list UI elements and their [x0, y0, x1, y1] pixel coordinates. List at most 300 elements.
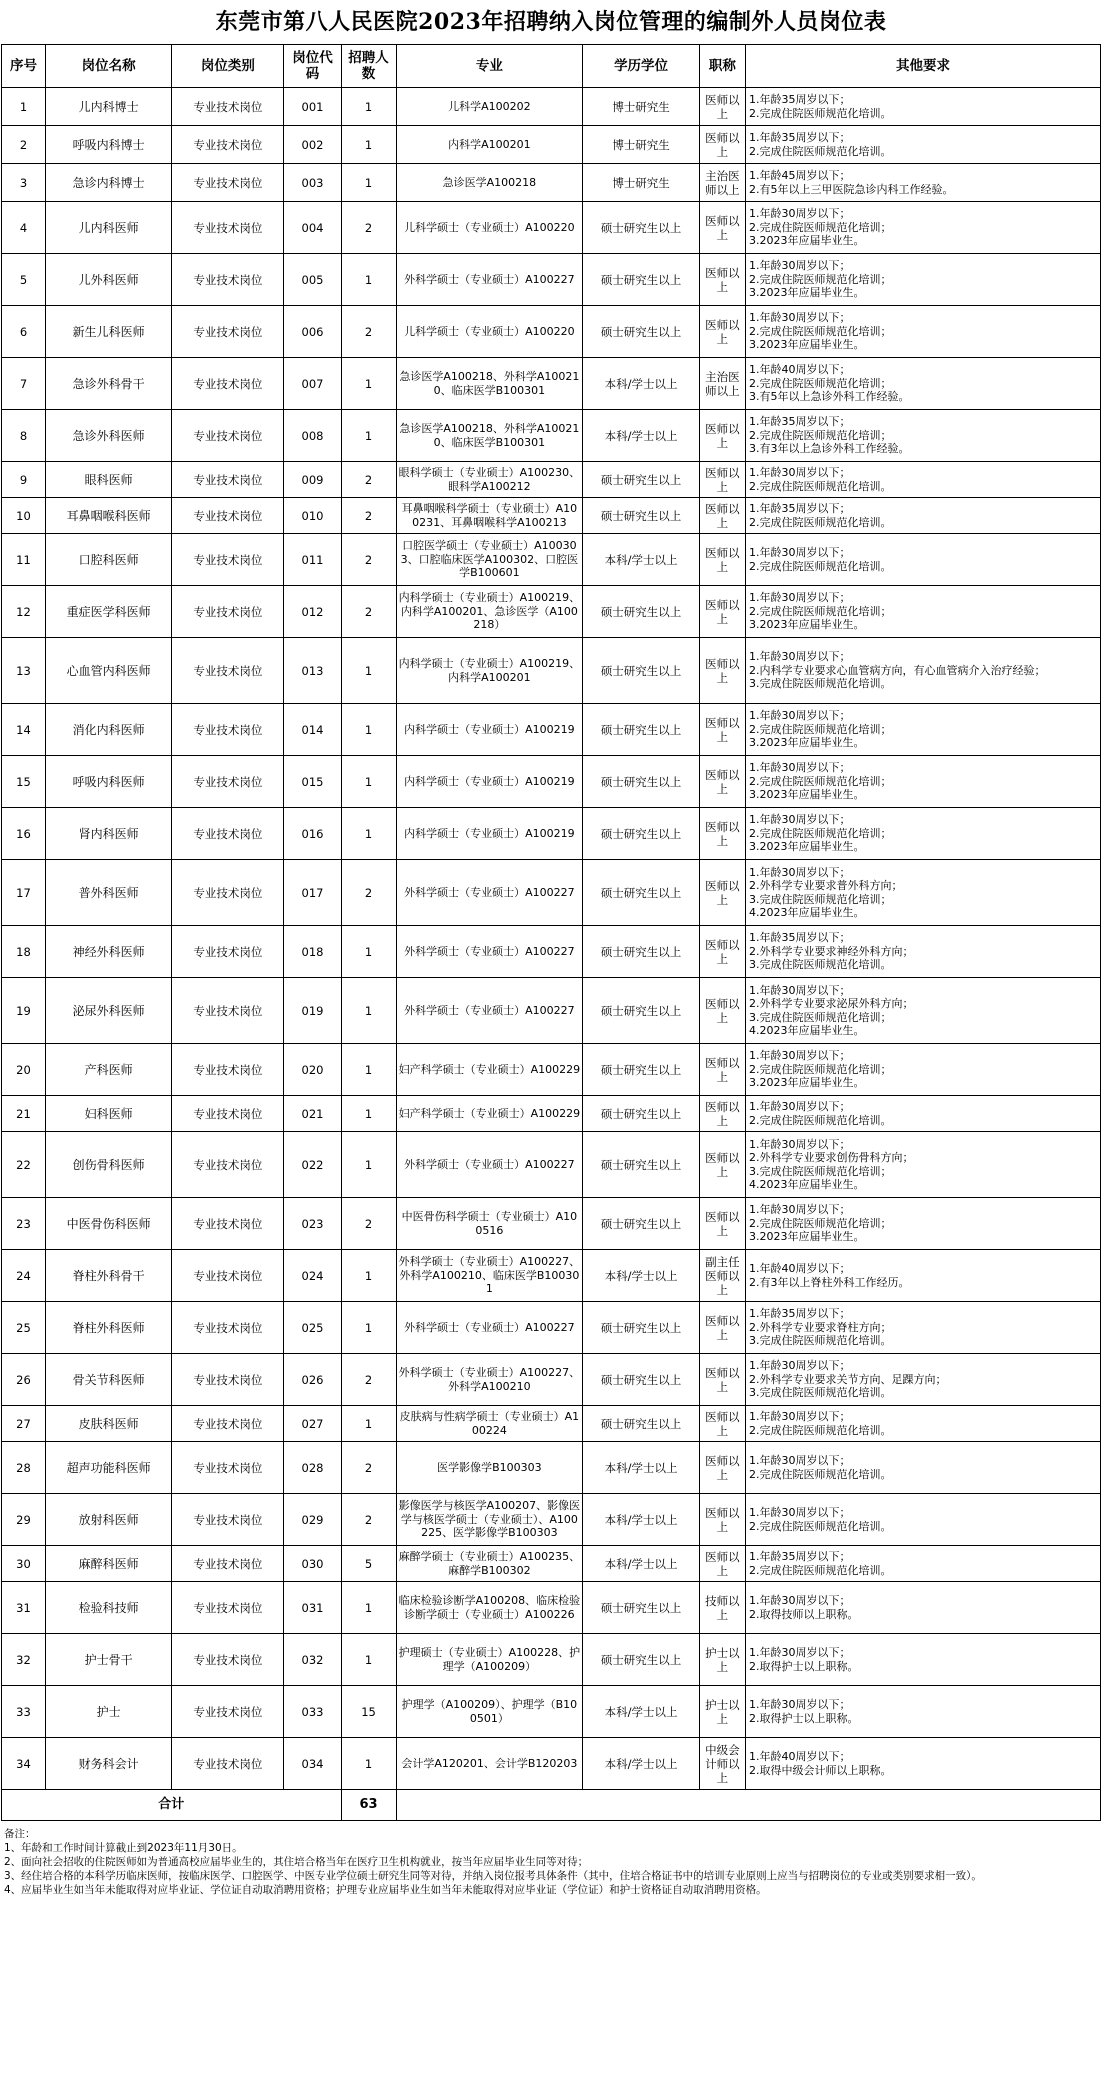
row-rank: 主治医师以上 [699, 164, 745, 202]
row-requirements: 1.年龄30周岁以下； 2.完成住院医师规范化培训。 [745, 1494, 1100, 1546]
total-row [2, 1790, 1101, 1821]
row-name: 儿内科医师 [45, 202, 171, 254]
row-requirements: 1.年龄40周岁以下； 2.取得中级会计师以上职称。 [745, 1738, 1100, 1790]
row-category: 专业技术岗位 [172, 126, 284, 164]
row-education: 本科/学士以上 [583, 1494, 699, 1546]
row-code: 025 [284, 1302, 341, 1354]
row-education: 硕士研究生以上 [583, 1096, 699, 1132]
row-major: 内科学硕士（专业硕士）A100219、内科学A100201、急诊医学（A100218） [396, 586, 583, 638]
header-code: 岗位代码 [284, 45, 341, 88]
row-name: 麻醉科医师 [45, 1546, 171, 1582]
row-code: 033 [284, 1686, 341, 1738]
row-requirements: 1.年龄35周岁以下； 2.完成住院医师规范化培训。 [745, 498, 1100, 534]
row-rank: 医师以上 [699, 462, 745, 498]
row-name: 消化内科医师 [45, 704, 171, 756]
row-category: 专业技术岗位 [172, 926, 284, 978]
table-row [2, 126, 1101, 164]
row-major: 外科学硕士（专业硕士）A100227 [396, 860, 583, 926]
row-code: 018 [284, 926, 341, 978]
row-count: 15 [341, 1686, 396, 1738]
row-rank: 医师以上 [699, 306, 745, 358]
header-category: 岗位类别 [172, 45, 284, 88]
row-education: 本科/学士以上 [583, 1250, 699, 1302]
row-name: 检验科技师 [45, 1582, 171, 1634]
row-category: 专业技术岗位 [172, 1132, 284, 1198]
row-category: 专业技术岗位 [172, 1738, 284, 1790]
header-education: 学历学位 [583, 45, 699, 88]
row-name: 儿内科博士 [45, 88, 171, 126]
row-name: 呼吸内科医师 [45, 756, 171, 808]
row-rank: 医师以上 [699, 704, 745, 756]
row-count: 1 [341, 1738, 396, 1790]
row-no: 21 [2, 1096, 46, 1132]
row-category: 专业技术岗位 [172, 704, 284, 756]
row-code: 013 [284, 638, 341, 704]
table-row [2, 1582, 1101, 1634]
row-rank: 医师以上 [699, 978, 745, 1044]
row-name: 急诊内科博士 [45, 164, 171, 202]
row-requirements: 1.年龄30周岁以下； 2.取得技师以上职称。 [745, 1582, 1100, 1634]
row-no: 5 [2, 254, 46, 306]
table-row [2, 1738, 1101, 1790]
row-code: 027 [284, 1406, 341, 1442]
row-requirements: 1.年龄30周岁以下； 2.取得护士以上职称。 [745, 1634, 1100, 1686]
row-major: 内科学A100201 [396, 126, 583, 164]
row-requirements: 1.年龄30周岁以下； 2.完成住院医师规范化培训。 [745, 1406, 1100, 1442]
row-category: 专业技术岗位 [172, 1494, 284, 1546]
row-count: 2 [341, 534, 396, 586]
row-count: 1 [341, 1634, 396, 1686]
row-major: 儿科学硕士（专业硕士）A100220 [396, 202, 583, 254]
row-requirements: 1.年龄30周岁以下； 2.内科学专业要求心血管病方向，有心血管病介入治疗经验； 3.完成住院医师规范化培训。 [745, 638, 1100, 704]
row-category: 专业技术岗位 [172, 1442, 284, 1494]
row-count: 1 [341, 1132, 396, 1198]
note-line: 2、面向社会招收的住院医师如为普通高校应届毕业生的，其住培合格当年在医疗卫生机构就业，按当年应届毕业生同等对待； [4, 1856, 589, 1868]
row-education: 硕士研究生以上 [583, 1354, 699, 1406]
note-line: 4、应届毕业生如当年未能取得对应毕业证、学位证自动取消聘用资格；护理专业应届毕业生如当年未能取得对应毕业证（学位证）和护士资格证自动取消聘用资格。 [4, 1884, 767, 1896]
row-major: 会计学A120201、会计学B120203 [396, 1738, 583, 1790]
row-count: 1 [341, 254, 396, 306]
row-count: 1 [341, 410, 396, 462]
row-category: 专业技术岗位 [172, 1096, 284, 1132]
row-major: 外科学硕士（专业硕士）A100227 [396, 1132, 583, 1198]
row-requirements: 1.年龄30周岁以下； 2.完成住院医师规范化培训。 [745, 1442, 1100, 1494]
row-no: 34 [2, 1738, 46, 1790]
row-code: 015 [284, 756, 341, 808]
row-major: 影像医学与核医学A100207、影像医学与核医学硕士（专业硕士）、A100225、医学影像学B100303 [396, 1494, 583, 1546]
row-count: 2 [341, 202, 396, 254]
row-count: 1 [341, 808, 396, 860]
row-education: 硕士研究生以上 [583, 978, 699, 1044]
row-major: 妇产科学硕士（专业硕士）A100229 [396, 1096, 583, 1132]
table-row [2, 358, 1101, 410]
row-education: 硕士研究生以上 [583, 756, 699, 808]
row-no: 12 [2, 586, 46, 638]
row-count: 2 [341, 1494, 396, 1546]
row-category: 专业技术岗位 [172, 410, 284, 462]
table-row [2, 1354, 1101, 1406]
row-name: 呼吸内科博士 [45, 126, 171, 164]
row-no: 24 [2, 1250, 46, 1302]
row-count: 5 [341, 1546, 396, 1582]
row-no: 29 [2, 1494, 46, 1546]
row-requirements: 1.年龄30周岁以下； 2.完成住院医师规范化培训。 [745, 534, 1100, 586]
row-education: 本科/学士以上 [583, 358, 699, 410]
row-major: 内科学硕士（专业硕士）A100219 [396, 756, 583, 808]
table-row [2, 1686, 1101, 1738]
row-name: 新生儿科医师 [45, 306, 171, 358]
table-row [2, 1442, 1101, 1494]
row-rank: 医师以上 [699, 202, 745, 254]
row-major: 外科学硕士（专业硕士）A100227、外科学A100210 [396, 1354, 583, 1406]
row-education: 本科/学士以上 [583, 1442, 699, 1494]
row-category: 专业技术岗位 [172, 1354, 284, 1406]
row-education: 本科/学士以上 [583, 1546, 699, 1582]
row-code: 028 [284, 1442, 341, 1494]
row-rank: 医师以上 [699, 756, 745, 808]
row-name: 骨关节科医师 [45, 1354, 171, 1406]
row-requirements: 1.年龄30周岁以下； 2.完成住院医师规范化培训。 [745, 462, 1100, 498]
row-major: 急诊医学A100218、外科学A100210、临床医学B100301 [396, 358, 583, 410]
row-category: 专业技术岗位 [172, 756, 284, 808]
row-rank: 副主任医师以上 [699, 1250, 745, 1302]
row-education: 硕士研究生以上 [583, 1406, 699, 1442]
positions-table [1, 44, 1101, 1821]
table-row [2, 88, 1101, 126]
row-code: 014 [284, 704, 341, 756]
row-major: 外科学硕士（专业硕士）A100227 [396, 1302, 583, 1354]
header-count: 招聘人数 [341, 45, 396, 88]
row-rank: 医师以上 [699, 1442, 745, 1494]
row-rank: 医师以上 [699, 1406, 745, 1442]
row-count: 2 [341, 860, 396, 926]
row-rank: 主治医师以上 [699, 358, 745, 410]
row-count: 1 [341, 1406, 396, 1442]
header-no: 序号 [2, 45, 46, 88]
row-no: 27 [2, 1406, 46, 1442]
table-row [2, 1494, 1101, 1546]
row-name: 泌尿外科医师 [45, 978, 171, 1044]
table-row [2, 1044, 1101, 1096]
row-name: 妇科医师 [45, 1096, 171, 1132]
row-major: 中医骨伤科学硕士（专业硕士）A100516 [396, 1198, 583, 1250]
row-code: 021 [284, 1096, 341, 1132]
row-no: 16 [2, 808, 46, 860]
row-major: 急诊医学A100218、外科学A100210、临床医学B100301 [396, 410, 583, 462]
row-code: 004 [284, 202, 341, 254]
row-code: 011 [284, 534, 341, 586]
row-name: 儿外科医师 [45, 254, 171, 306]
row-count: 2 [341, 462, 396, 498]
row-no: 22 [2, 1132, 46, 1198]
row-name: 皮肤科医师 [45, 1406, 171, 1442]
row-major: 急诊医学A100218 [396, 164, 583, 202]
row-education: 硕士研究生以上 [583, 202, 699, 254]
row-no: 6 [2, 306, 46, 358]
table-row [2, 1546, 1101, 1582]
notes-heading: 备注： [4, 1828, 36, 1840]
table-row [2, 1302, 1101, 1354]
row-name: 中医骨伤科医师 [45, 1198, 171, 1250]
row-education: 博士研究生 [583, 164, 699, 202]
table-row [2, 498, 1101, 534]
row-category: 专业技术岗位 [172, 586, 284, 638]
note-line: 1、年龄和工作时间计算截止到2023年11月30日。 [4, 1842, 243, 1854]
row-major: 外科学硕士（专业硕士）A100227、外科学A100210、临床医学B100301 [396, 1250, 583, 1302]
row-no: 32 [2, 1634, 46, 1686]
row-count: 2 [341, 1442, 396, 1494]
row-rank: 技师以上 [699, 1582, 745, 1634]
row-requirements: 1.年龄35周岁以下； 2.完成住院医师规范化培训。 [745, 1546, 1100, 1582]
row-no: 13 [2, 638, 46, 704]
row-major: 内科学硕士（专业硕士）A100219 [396, 704, 583, 756]
row-name: 口腔科医师 [45, 534, 171, 586]
row-education: 硕士研究生以上 [583, 926, 699, 978]
row-major: 护理硕士（专业硕士）A100228、护理学（A100209） [396, 1634, 583, 1686]
row-count: 1 [341, 126, 396, 164]
row-requirements: 1.年龄30周岁以下； 2.完成住院医师规范化培训； 3.2023年应届毕业生。 [745, 1044, 1100, 1096]
row-requirements: 1.年龄45周岁以下； 2.有5年以上三甲医院急诊内科工作经验。 [745, 164, 1100, 202]
row-requirements: 1.年龄30周岁以下； 2.完成住院医师规范化培训； 3.2023年应届毕业生。 [745, 254, 1100, 306]
row-no: 14 [2, 704, 46, 756]
row-category: 专业技术岗位 [172, 534, 284, 586]
row-category: 专业技术岗位 [172, 498, 284, 534]
row-code: 012 [284, 586, 341, 638]
row-requirements: 1.年龄30周岁以下； 2.外科学专业要求普外科方向； 3.完成住院医师规范化培训； 4.2023年应届毕业生。 [745, 860, 1100, 926]
row-count: 2 [341, 306, 396, 358]
row-education: 硕士研究生以上 [583, 704, 699, 756]
row-category: 专业技术岗位 [172, 808, 284, 860]
row-count: 1 [341, 88, 396, 126]
row-code: 024 [284, 1250, 341, 1302]
row-count: 1 [341, 1044, 396, 1096]
row-category: 专业技术岗位 [172, 1406, 284, 1442]
row-code: 009 [284, 462, 341, 498]
row-code: 022 [284, 1132, 341, 1198]
row-category: 专业技术岗位 [172, 860, 284, 926]
row-education: 硕士研究生以上 [583, 1582, 699, 1634]
row-code: 003 [284, 164, 341, 202]
row-count: 1 [341, 164, 396, 202]
row-code: 031 [284, 1582, 341, 1634]
table-row [2, 306, 1101, 358]
row-education: 硕士研究生以上 [583, 498, 699, 534]
row-no: 17 [2, 860, 46, 926]
row-no: 30 [2, 1546, 46, 1582]
table-row [2, 756, 1101, 808]
row-no: 28 [2, 1442, 46, 1494]
table-row [2, 1132, 1101, 1198]
row-code: 026 [284, 1354, 341, 1406]
row-education: 硕士研究生以上 [583, 808, 699, 860]
table-row [2, 202, 1101, 254]
row-code: 010 [284, 498, 341, 534]
row-education: 硕士研究生以上 [583, 1302, 699, 1354]
row-category: 专业技术岗位 [172, 306, 284, 358]
table-row [2, 1096, 1101, 1132]
row-count: 1 [341, 1096, 396, 1132]
row-code: 016 [284, 808, 341, 860]
row-major: 外科学硕士（专业硕士）A100227 [396, 926, 583, 978]
row-rank: 医师以上 [699, 126, 745, 164]
row-rank: 医师以上 [699, 254, 745, 306]
row-education: 本科/学士以上 [583, 1686, 699, 1738]
row-rank: 医师以上 [699, 1494, 745, 1546]
row-requirements: 1.年龄40周岁以下； 2.有3年以上脊柱外科工作经历。 [745, 1250, 1100, 1302]
row-count: 1 [341, 1250, 396, 1302]
row-requirements: 1.年龄30周岁以下； 2.完成住院医师规范化培训； 3.2023年应届毕业生。 [745, 202, 1100, 254]
row-name: 神经外科医师 [45, 926, 171, 978]
row-category: 专业技术岗位 [172, 1302, 284, 1354]
row-name: 护士骨干 [45, 1634, 171, 1686]
row-requirements: 1.年龄30周岁以下； 2.完成住院医师规范化培训； 3.2023年应届毕业生。 [745, 586, 1100, 638]
table-row [2, 1634, 1101, 1686]
table-row [2, 704, 1101, 756]
row-education: 硕士研究生以上 [583, 462, 699, 498]
row-count: 2 [341, 586, 396, 638]
row-requirements: 1.年龄30周岁以下； 2.完成住院医师规范化培训； 3.2023年应届毕业生。 [745, 306, 1100, 358]
header-major: 专业 [396, 45, 583, 88]
row-education: 博士研究生 [583, 88, 699, 126]
row-rank: 医师以上 [699, 638, 745, 704]
row-name: 肾内科医师 [45, 808, 171, 860]
row-name: 超声功能科医师 [45, 1442, 171, 1494]
row-name: 急诊外科医师 [45, 410, 171, 462]
table-row [2, 638, 1101, 704]
row-category: 专业技术岗位 [172, 462, 284, 498]
row-category: 专业技术岗位 [172, 1198, 284, 1250]
table-row [2, 410, 1101, 462]
table-row [2, 808, 1101, 860]
row-count: 1 [341, 1302, 396, 1354]
row-no: 10 [2, 498, 46, 534]
row-name: 脊柱外科骨干 [45, 1250, 171, 1302]
row-name: 耳鼻咽喉科医师 [45, 498, 171, 534]
row-major: 医学影像学B100303 [396, 1442, 583, 1494]
row-count: 2 [341, 498, 396, 534]
row-requirements: 1.年龄30周岁以下； 2.完成住院医师规范化培训。 [745, 1096, 1100, 1132]
row-major: 耳鼻咽喉科学硕士（专业硕士）A100231、耳鼻咽喉科学A100213 [396, 498, 583, 534]
total-empty [396, 1790, 1101, 1821]
row-rank: 医师以上 [699, 1198, 745, 1250]
row-no: 23 [2, 1198, 46, 1250]
table-row [2, 164, 1101, 202]
row-category: 专业技术岗位 [172, 1686, 284, 1738]
row-rank: 护士以上 [699, 1634, 745, 1686]
table-row [2, 534, 1101, 586]
page-title: 东莞市第八人民医院2023年招聘纳入岗位管理的编制外人员岗位表 [215, 9, 887, 35]
row-education: 本科/学士以上 [583, 410, 699, 462]
row-name: 创伤骨科医师 [45, 1132, 171, 1198]
row-no: 20 [2, 1044, 46, 1096]
row-education: 硕士研究生以上 [583, 1198, 699, 1250]
row-code: 023 [284, 1198, 341, 1250]
row-rank: 医师以上 [699, 1354, 745, 1406]
row-rank: 医师以上 [699, 860, 745, 926]
table-row [2, 1406, 1101, 1442]
row-rank: 医师以上 [699, 586, 745, 638]
row-name: 普外科医师 [45, 860, 171, 926]
row-category: 专业技术岗位 [172, 254, 284, 306]
row-category: 专业技术岗位 [172, 1044, 284, 1096]
row-education: 硕士研究生以上 [583, 1044, 699, 1096]
row-no: 33 [2, 1686, 46, 1738]
row-major: 外科学硕士（专业硕士）A100227 [396, 254, 583, 306]
row-category: 专业技术岗位 [172, 88, 284, 126]
row-count: 1 [341, 926, 396, 978]
row-requirements: 1.年龄35周岁以下； 2.完成住院医师规范化培训； 3.有3年以上急诊外科工作经验。 [745, 410, 1100, 462]
row-count: 1 [341, 978, 396, 1044]
row-education: 硕士研究生以上 [583, 586, 699, 638]
table-row [2, 1250, 1101, 1302]
row-major: 皮肤病与性病学硕士（专业硕士）A100224 [396, 1406, 583, 1442]
row-code: 005 [284, 254, 341, 306]
row-category: 专业技术岗位 [172, 978, 284, 1044]
row-rank: 医师以上 [699, 926, 745, 978]
row-education: 博士研究生 [583, 126, 699, 164]
row-requirements: 1.年龄35周岁以下； 2.完成住院医师规范化培训。 [745, 88, 1100, 126]
row-education: 本科/学士以上 [583, 534, 699, 586]
row-code: 002 [284, 126, 341, 164]
row-no: 7 [2, 358, 46, 410]
row-education: 硕士研究生以上 [583, 1132, 699, 1198]
row-rank: 医师以上 [699, 1132, 745, 1198]
row-code: 001 [284, 88, 341, 126]
row-count: 1 [341, 704, 396, 756]
row-no: 8 [2, 410, 46, 462]
row-category: 专业技术岗位 [172, 1546, 284, 1582]
row-category: 专业技术岗位 [172, 1582, 284, 1634]
table-row [2, 926, 1101, 978]
row-no: 11 [2, 534, 46, 586]
row-education: 本科/学士以上 [583, 1738, 699, 1790]
row-count: 2 [341, 1198, 396, 1250]
row-major: 临床检验诊断学A100208、临床检验诊断学硕士（专业硕士）A100226 [396, 1582, 583, 1634]
row-name: 眼科医师 [45, 462, 171, 498]
row-requirements: 1.年龄30周岁以下； 2.外科学专业要求关节方向、足踝方向； 3.完成住院医师规范化培训。 [745, 1354, 1100, 1406]
row-code: 029 [284, 1494, 341, 1546]
row-major: 内科学硕士（专业硕士）A100219、内科学A100201 [396, 638, 583, 704]
row-requirements: 1.年龄30周岁以下； 2.外科学专业要求泌尿外科方向； 3.完成住院医师规范化培训； 4.2023年应届毕业生。 [745, 978, 1100, 1044]
row-education: 硕士研究生以上 [583, 638, 699, 704]
row-major: 护理学（A100209）、护理学（B100501） [396, 1686, 583, 1738]
row-no: 31 [2, 1582, 46, 1634]
row-major: 外科学硕士（专业硕士）A100227 [396, 978, 583, 1044]
table-row [2, 860, 1101, 926]
row-no: 25 [2, 1302, 46, 1354]
row-code: 032 [284, 1634, 341, 1686]
header-rank: 职称 [699, 45, 745, 88]
row-rank: 护士以上 [699, 1686, 745, 1738]
table-row [2, 1198, 1101, 1250]
row-education: 硕士研究生以上 [583, 306, 699, 358]
row-count: 2 [341, 1354, 396, 1406]
row-major: 眼科学硕士（专业硕士）A100230、眼科学A100212 [396, 462, 583, 498]
row-major: 麻醉学硕士（专业硕士）A100235、麻醉学B100302 [396, 1546, 583, 1582]
row-code: 034 [284, 1738, 341, 1790]
row-rank: 医师以上 [699, 1546, 745, 1582]
row-requirements: 1.年龄30周岁以下； 2.完成住院医师规范化培训； 3.2023年应届毕业生。 [745, 704, 1100, 756]
row-code: 008 [284, 410, 341, 462]
row-name: 产科医师 [45, 1044, 171, 1096]
row-no: 3 [2, 164, 46, 202]
row-rank: 中级会计师以上 [699, 1738, 745, 1790]
row-rank: 医师以上 [699, 498, 745, 534]
table-body [2, 88, 1101, 1790]
row-no: 18 [2, 926, 46, 978]
row-rank: 医师以上 [699, 808, 745, 860]
row-major: 口腔医学硕士（专业硕士）A100303、口腔临床医学A100302、口腔医学B100601 [396, 534, 583, 586]
